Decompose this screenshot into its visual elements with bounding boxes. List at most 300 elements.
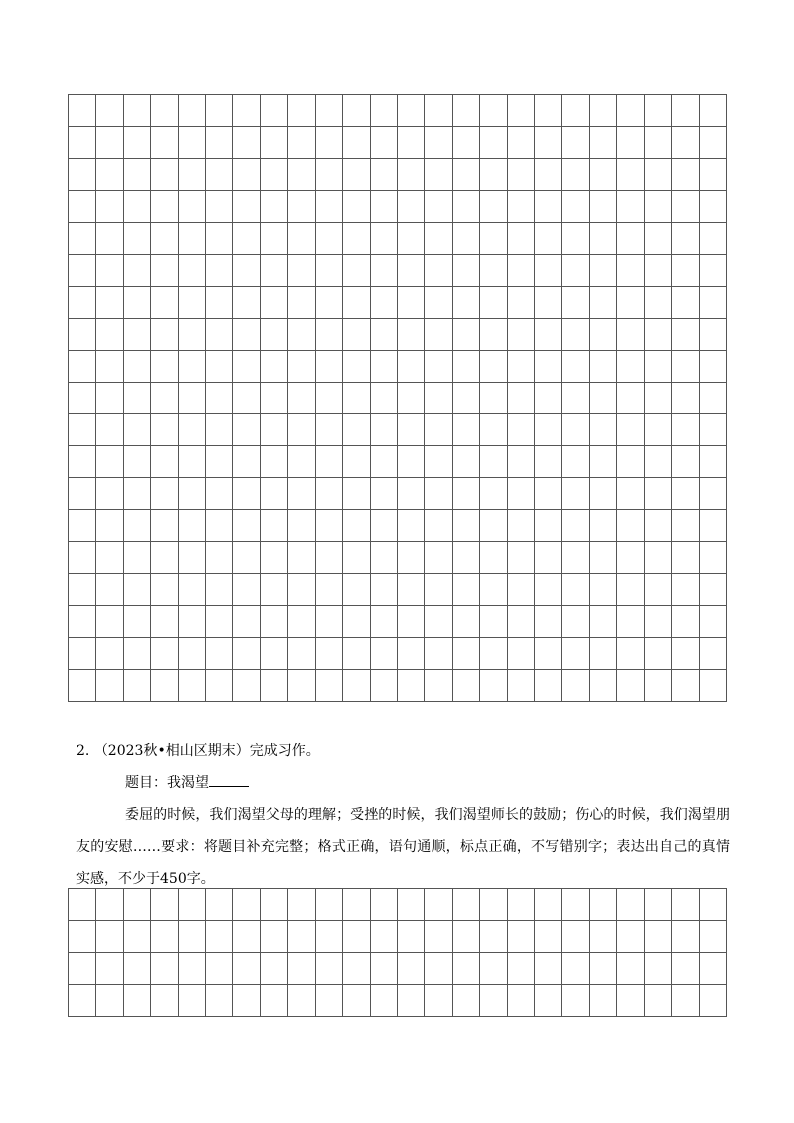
grid-cell[interactable] xyxy=(69,921,96,953)
grid-cell[interactable] xyxy=(590,921,617,953)
grid-cell[interactable] xyxy=(371,953,398,985)
grid-cell[interactable] xyxy=(233,953,260,985)
grid-cell[interactable] xyxy=(371,638,398,670)
grid-cell[interactable] xyxy=(425,510,452,542)
grid-cell[interactable] xyxy=(700,510,727,542)
grid-cell[interactable] xyxy=(562,383,589,415)
grid-cell[interactable] xyxy=(233,191,260,223)
grid-cell[interactable] xyxy=(233,670,260,702)
grid-cell[interactable] xyxy=(261,159,288,191)
grid-cell[interactable] xyxy=(233,542,260,574)
grid-cell[interactable] xyxy=(316,159,343,191)
grid-cell[interactable] xyxy=(535,478,562,510)
grid-cell[interactable] xyxy=(453,191,480,223)
grid-cell[interactable] xyxy=(453,127,480,159)
grid-cell[interactable] xyxy=(508,191,535,223)
grid-cell[interactable] xyxy=(343,921,370,953)
grid-cell[interactable] xyxy=(261,95,288,127)
grid-cell[interactable] xyxy=(453,638,480,670)
grid-cell[interactable] xyxy=(288,287,315,319)
grid-cell[interactable] xyxy=(562,606,589,638)
grid-cell[interactable] xyxy=(316,95,343,127)
grid-cell[interactable] xyxy=(672,985,699,1017)
grid-cell[interactable] xyxy=(69,638,96,670)
grid-cell[interactable] xyxy=(206,889,233,921)
grid-cell[interactable] xyxy=(480,191,507,223)
grid-cell[interactable] xyxy=(700,953,727,985)
grid-cell[interactable] xyxy=(562,921,589,953)
grid-cell[interactable] xyxy=(700,383,727,415)
grid-cell[interactable] xyxy=(288,446,315,478)
grid-cell[interactable] xyxy=(562,542,589,574)
grid-cell[interactable] xyxy=(96,351,123,383)
grid-cell[interactable] xyxy=(453,223,480,255)
grid-cell[interactable] xyxy=(288,127,315,159)
grid-cell[interactable] xyxy=(562,351,589,383)
grid-cell[interactable] xyxy=(672,446,699,478)
grid-cell[interactable] xyxy=(261,287,288,319)
grid-cell[interactable] xyxy=(233,383,260,415)
grid-cell[interactable] xyxy=(562,127,589,159)
grid-cell[interactable] xyxy=(124,159,151,191)
grid-cell[interactable] xyxy=(425,921,452,953)
grid-cell[interactable] xyxy=(590,159,617,191)
grid-cell[interactable] xyxy=(233,319,260,351)
grid-cell[interactable] xyxy=(508,953,535,985)
grid-cell[interactable] xyxy=(672,414,699,446)
grid-cell[interactable] xyxy=(179,351,206,383)
grid-cell[interactable] xyxy=(316,510,343,542)
grid-cell[interactable] xyxy=(617,510,644,542)
grid-cell[interactable] xyxy=(261,606,288,638)
grid-cell[interactable] xyxy=(206,985,233,1017)
grid-cell[interactable] xyxy=(124,638,151,670)
grid-cell[interactable] xyxy=(96,191,123,223)
grid-cell[interactable] xyxy=(508,606,535,638)
grid-cell[interactable] xyxy=(261,638,288,670)
grid-cell[interactable] xyxy=(261,921,288,953)
grid-cell[interactable] xyxy=(398,159,425,191)
grid-cell[interactable] xyxy=(343,985,370,1017)
grid-cell[interactable] xyxy=(535,287,562,319)
grid-cell[interactable] xyxy=(179,95,206,127)
grid-cell[interactable] xyxy=(151,953,178,985)
grid-cell[interactable] xyxy=(617,638,644,670)
grid-cell[interactable] xyxy=(343,319,370,351)
grid-cell[interactable] xyxy=(535,638,562,670)
grid-cell[interactable] xyxy=(535,606,562,638)
grid-cell[interactable] xyxy=(535,985,562,1017)
grid-cell[interactable] xyxy=(508,255,535,287)
grid-cell[interactable] xyxy=(233,446,260,478)
title-blank[interactable] xyxy=(209,772,249,787)
grid-cell[interactable] xyxy=(672,255,699,287)
grid-cell[interactable] xyxy=(151,638,178,670)
grid-cell[interactable] xyxy=(617,414,644,446)
grid-cell[interactable] xyxy=(179,542,206,574)
grid-cell[interactable] xyxy=(562,953,589,985)
grid-cell[interactable] xyxy=(343,287,370,319)
grid-cell[interactable] xyxy=(590,606,617,638)
grid-cell[interactable] xyxy=(96,510,123,542)
grid-cell[interactable] xyxy=(69,478,96,510)
grid-cell[interactable] xyxy=(590,542,617,574)
grid-cell[interactable] xyxy=(508,510,535,542)
grid-cell[interactable] xyxy=(316,383,343,415)
grid-cell[interactable] xyxy=(508,127,535,159)
grid-cell[interactable] xyxy=(179,159,206,191)
grid-cell[interactable] xyxy=(96,574,123,606)
grid-cell[interactable] xyxy=(480,953,507,985)
grid-cell[interactable] xyxy=(562,446,589,478)
grid-cell[interactable] xyxy=(69,510,96,542)
grid-cell[interactable] xyxy=(590,638,617,670)
grid-cell[interactable] xyxy=(562,191,589,223)
grid-cell[interactable] xyxy=(343,670,370,702)
grid-cell[interactable] xyxy=(700,414,727,446)
grid-cell[interactable] xyxy=(288,319,315,351)
grid-cell[interactable] xyxy=(96,159,123,191)
grid-cell[interactable] xyxy=(179,953,206,985)
grid-cell[interactable] xyxy=(617,223,644,255)
grid-cell[interactable] xyxy=(645,414,672,446)
grid-cell[interactable] xyxy=(700,921,727,953)
grid-cell[interactable] xyxy=(700,287,727,319)
grid-cell[interactable] xyxy=(151,223,178,255)
grid-cell[interactable] xyxy=(453,383,480,415)
grid-cell[interactable] xyxy=(425,606,452,638)
grid-cell[interactable] xyxy=(535,446,562,478)
grid-cell[interactable] xyxy=(590,351,617,383)
grid-cell[interactable] xyxy=(453,921,480,953)
grid-cell[interactable] xyxy=(590,446,617,478)
grid-cell[interactable] xyxy=(425,953,452,985)
grid-cell[interactable] xyxy=(535,542,562,574)
grid-cell[interactable] xyxy=(672,921,699,953)
grid-cell[interactable] xyxy=(96,985,123,1017)
grid-cell[interactable] xyxy=(672,638,699,670)
grid-cell[interactable] xyxy=(645,319,672,351)
grid-cell[interactable] xyxy=(700,159,727,191)
grid-cell[interactable] xyxy=(617,542,644,574)
grid-cell[interactable] xyxy=(425,889,452,921)
grid-cell[interactable] xyxy=(425,159,452,191)
grid-cell[interactable] xyxy=(453,351,480,383)
grid-cell[interactable] xyxy=(261,446,288,478)
grid-cell[interactable] xyxy=(645,510,672,542)
grid-cell[interactable] xyxy=(562,478,589,510)
grid-cell[interactable] xyxy=(151,351,178,383)
grid-cell[interactable] xyxy=(672,351,699,383)
grid-cell[interactable] xyxy=(590,985,617,1017)
grid-cell[interactable] xyxy=(617,446,644,478)
grid-cell[interactable] xyxy=(179,191,206,223)
grid-cell[interactable] xyxy=(562,159,589,191)
grid-cell[interactable] xyxy=(645,889,672,921)
grid-cell[interactable] xyxy=(371,542,398,574)
grid-cell[interactable] xyxy=(590,510,617,542)
grid-cell[interactable] xyxy=(508,351,535,383)
grid-cell[interactable] xyxy=(480,670,507,702)
grid-cell[interactable] xyxy=(672,510,699,542)
grid-cell[interactable] xyxy=(96,542,123,574)
grid-cell[interactable] xyxy=(179,638,206,670)
grid-cell[interactable] xyxy=(480,542,507,574)
grid-cell[interactable] xyxy=(69,95,96,127)
grid-cell[interactable] xyxy=(316,889,343,921)
grid-cell[interactable] xyxy=(206,670,233,702)
grid-cell[interactable] xyxy=(261,953,288,985)
grid-cell[interactable] xyxy=(562,574,589,606)
grid-cell[interactable] xyxy=(371,159,398,191)
grid-cell[interactable] xyxy=(645,670,672,702)
grid-cell[interactable] xyxy=(700,255,727,287)
grid-cell[interactable] xyxy=(562,889,589,921)
grid-cell[interactable] xyxy=(398,255,425,287)
grid-cell[interactable] xyxy=(316,985,343,1017)
grid-cell[interactable] xyxy=(508,319,535,351)
grid-cell[interactable] xyxy=(617,255,644,287)
grid-cell[interactable] xyxy=(151,574,178,606)
grid-cell[interactable] xyxy=(700,606,727,638)
grid-cell[interactable] xyxy=(672,478,699,510)
grid-cell[interactable] xyxy=(206,921,233,953)
grid-cell[interactable] xyxy=(124,670,151,702)
grid-cell[interactable] xyxy=(480,383,507,415)
grid-cell[interactable] xyxy=(535,159,562,191)
grid-cell[interactable] xyxy=(233,351,260,383)
grid-cell[interactable] xyxy=(453,255,480,287)
grid-cell[interactable] xyxy=(453,95,480,127)
grid-cell[interactable] xyxy=(316,287,343,319)
grid-cell[interactable] xyxy=(124,414,151,446)
grid-cell[interactable] xyxy=(700,319,727,351)
grid-cell[interactable] xyxy=(645,478,672,510)
grid-cell[interactable] xyxy=(233,889,260,921)
grid-cell[interactable] xyxy=(343,351,370,383)
grid-cell[interactable] xyxy=(398,414,425,446)
grid-cell[interactable] xyxy=(343,159,370,191)
grid-cell[interactable] xyxy=(672,670,699,702)
grid-cell[interactable] xyxy=(288,191,315,223)
grid-cell[interactable] xyxy=(69,191,96,223)
grid-cell[interactable] xyxy=(398,889,425,921)
grid-cell[interactable] xyxy=(96,223,123,255)
grid-cell[interactable] xyxy=(371,510,398,542)
grid-cell[interactable] xyxy=(480,159,507,191)
grid-cell[interactable] xyxy=(562,985,589,1017)
grid-cell[interactable] xyxy=(480,223,507,255)
grid-cell[interactable] xyxy=(425,446,452,478)
grid-cell[interactable] xyxy=(179,478,206,510)
grid-cell[interactable] xyxy=(206,159,233,191)
grid-cell[interactable] xyxy=(316,446,343,478)
grid-cell[interactable] xyxy=(261,510,288,542)
grid-cell[interactable] xyxy=(179,255,206,287)
grid-cell[interactable] xyxy=(261,127,288,159)
grid-cell[interactable] xyxy=(206,606,233,638)
grid-cell[interactable] xyxy=(179,127,206,159)
grid-cell[interactable] xyxy=(645,191,672,223)
grid-cell[interactable] xyxy=(124,191,151,223)
grid-cell[interactable] xyxy=(535,889,562,921)
grid-cell[interactable] xyxy=(508,574,535,606)
grid-cell[interactable] xyxy=(151,542,178,574)
grid-cell[interactable] xyxy=(562,319,589,351)
grid-cell[interactable] xyxy=(69,574,96,606)
grid-cell[interactable] xyxy=(96,638,123,670)
grid-cell[interactable] xyxy=(425,542,452,574)
grid-cell[interactable] xyxy=(69,446,96,478)
grid-cell[interactable] xyxy=(645,287,672,319)
grid-cell[interactable] xyxy=(151,95,178,127)
grid-cell[interactable] xyxy=(316,542,343,574)
grid-cell[interactable] xyxy=(206,446,233,478)
grid-cell[interactable] xyxy=(398,638,425,670)
grid-cell[interactable] xyxy=(371,889,398,921)
grid-cell[interactable] xyxy=(124,542,151,574)
grid-cell[interactable] xyxy=(343,223,370,255)
grid-cell[interactable] xyxy=(425,287,452,319)
grid-cell[interactable] xyxy=(288,985,315,1017)
grid-cell[interactable] xyxy=(617,889,644,921)
grid-cell[interactable] xyxy=(480,255,507,287)
grid-cell[interactable] xyxy=(590,574,617,606)
grid-cell[interactable] xyxy=(590,414,617,446)
grid-cell[interactable] xyxy=(590,127,617,159)
grid-cell[interactable] xyxy=(590,670,617,702)
grid-cell[interactable] xyxy=(645,159,672,191)
grid-cell[interactable] xyxy=(288,953,315,985)
grid-cell[interactable] xyxy=(590,319,617,351)
grid-cell[interactable] xyxy=(96,446,123,478)
grid-cell[interactable] xyxy=(69,414,96,446)
grid-cell[interactable] xyxy=(535,921,562,953)
grid-cell[interactable] xyxy=(562,414,589,446)
grid-cell[interactable] xyxy=(233,159,260,191)
grid-cell[interactable] xyxy=(672,191,699,223)
grid-cell[interactable] xyxy=(316,414,343,446)
grid-cell[interactable] xyxy=(562,510,589,542)
grid-cell[interactable] xyxy=(233,255,260,287)
grid-cell[interactable] xyxy=(151,127,178,159)
grid-cell[interactable] xyxy=(453,414,480,446)
grid-cell[interactable] xyxy=(206,414,233,446)
grid-cell[interactable] xyxy=(261,383,288,415)
grid-cell[interactable] xyxy=(617,921,644,953)
grid-cell[interactable] xyxy=(371,606,398,638)
grid-cell[interactable] xyxy=(617,127,644,159)
grid-cell[interactable] xyxy=(425,255,452,287)
grid-cell[interactable] xyxy=(617,574,644,606)
grid-cell[interactable] xyxy=(480,478,507,510)
grid-cell[interactable] xyxy=(179,510,206,542)
grid-cell[interactable] xyxy=(233,223,260,255)
grid-cell[interactable] xyxy=(316,638,343,670)
grid-cell[interactable] xyxy=(124,446,151,478)
grid-cell[interactable] xyxy=(206,478,233,510)
grid-cell[interactable] xyxy=(562,95,589,127)
grid-cell[interactable] xyxy=(69,542,96,574)
grid-cell[interactable] xyxy=(233,985,260,1017)
grid-cell[interactable] xyxy=(69,255,96,287)
grid-cell[interactable] xyxy=(288,638,315,670)
grid-cell[interactable] xyxy=(261,889,288,921)
grid-cell[interactable] xyxy=(371,287,398,319)
grid-cell[interactable] xyxy=(480,921,507,953)
grid-cell[interactable] xyxy=(179,319,206,351)
grid-cell[interactable] xyxy=(124,383,151,415)
grid-cell[interactable] xyxy=(700,446,727,478)
grid-cell[interactable] xyxy=(206,255,233,287)
grid-cell[interactable] xyxy=(316,127,343,159)
grid-cell[interactable] xyxy=(453,287,480,319)
grid-cell[interactable] xyxy=(480,446,507,478)
grid-cell[interactable] xyxy=(700,95,727,127)
grid-cell[interactable] xyxy=(398,127,425,159)
grid-cell[interactable] xyxy=(535,670,562,702)
grid-cell[interactable] xyxy=(398,95,425,127)
grid-cell[interactable] xyxy=(700,889,727,921)
grid-cell[interactable] xyxy=(179,889,206,921)
grid-cell[interactable] xyxy=(617,351,644,383)
grid-cell[interactable] xyxy=(316,255,343,287)
grid-cell[interactable] xyxy=(425,670,452,702)
grid-cell[interactable] xyxy=(672,574,699,606)
grid-cell[interactable] xyxy=(151,159,178,191)
grid-cell[interactable] xyxy=(179,670,206,702)
grid-cell[interactable] xyxy=(371,351,398,383)
grid-cell[interactable] xyxy=(672,383,699,415)
grid-cell[interactable] xyxy=(151,414,178,446)
grid-cell[interactable] xyxy=(69,223,96,255)
grid-cell[interactable] xyxy=(672,287,699,319)
grid-cell[interactable] xyxy=(672,127,699,159)
grid-cell[interactable] xyxy=(535,351,562,383)
grid-cell[interactable] xyxy=(96,670,123,702)
grid-cell[interactable] xyxy=(343,510,370,542)
grid-cell[interactable] xyxy=(151,191,178,223)
grid-cell[interactable] xyxy=(261,191,288,223)
grid-cell[interactable] xyxy=(69,351,96,383)
grid-cell[interactable] xyxy=(480,638,507,670)
grid-cell[interactable] xyxy=(69,127,96,159)
grid-cell[interactable] xyxy=(151,319,178,351)
grid-cell[interactable] xyxy=(425,223,452,255)
grid-cell[interactable] xyxy=(151,510,178,542)
grid-cell[interactable] xyxy=(590,953,617,985)
grid-cell[interactable] xyxy=(617,670,644,702)
grid-cell[interactable] xyxy=(617,95,644,127)
grid-cell[interactable] xyxy=(261,414,288,446)
grid-cell[interactable] xyxy=(590,478,617,510)
grid-cell[interactable] xyxy=(124,95,151,127)
grid-cell[interactable] xyxy=(151,255,178,287)
grid-cell[interactable] xyxy=(343,255,370,287)
grid-cell[interactable] xyxy=(398,478,425,510)
grid-cell[interactable] xyxy=(343,889,370,921)
grid-cell[interactable] xyxy=(535,319,562,351)
grid-cell[interactable] xyxy=(590,223,617,255)
grid-cell[interactable] xyxy=(179,606,206,638)
grid-cell[interactable] xyxy=(453,478,480,510)
grid-cell[interactable] xyxy=(480,127,507,159)
grid-cell[interactable] xyxy=(700,351,727,383)
grid-cell[interactable] xyxy=(233,921,260,953)
grid-cell[interactable] xyxy=(151,446,178,478)
grid-cell[interactable] xyxy=(206,287,233,319)
grid-cell[interactable] xyxy=(425,985,452,1017)
